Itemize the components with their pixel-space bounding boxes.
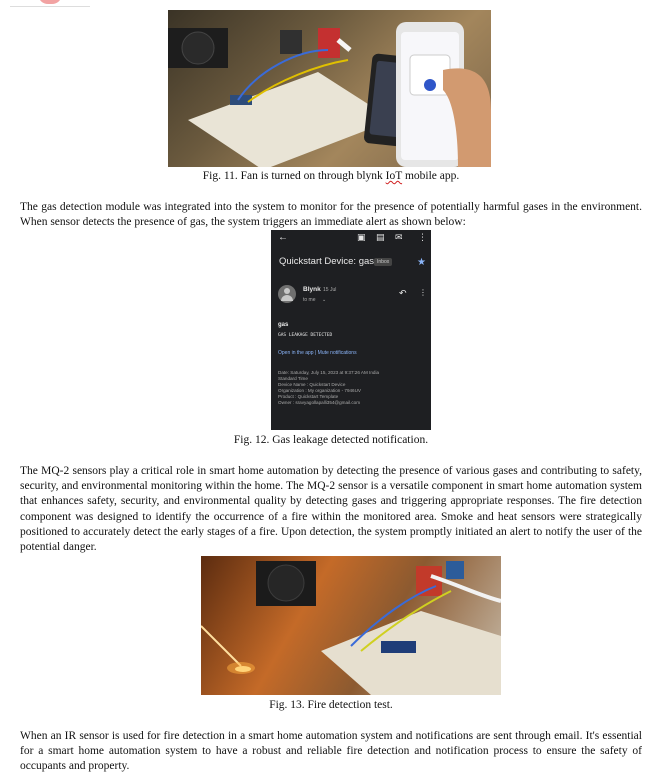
star-icon[interactable]: ★	[417, 257, 426, 268]
detail-date: Date: Saturday, July 15, 2023 at 9:37:26 AM India	[278, 370, 380, 375]
sender-name: Blynk	[303, 286, 321, 293]
detail-org: Organization : My organization - 7946UV	[278, 388, 361, 393]
email-screenshot	[271, 230, 431, 430]
inbox-badge: Inbox	[374, 258, 392, 266]
message-heading: gas	[278, 322, 289, 328]
archive-icon[interactable]: ▣	[357, 232, 366, 242]
message-body: GAS LEAKAGE DETECTED	[278, 333, 333, 338]
message-more-icon[interactable]: ⋮	[419, 288, 427, 297]
reply-icon[interactable]: ↶	[399, 288, 407, 298]
back-arrow-icon[interactable]: ←	[278, 232, 288, 243]
more-icon[interactable]: ⋮	[418, 232, 427, 242]
fig13-caption: Fig. 13. Fire detection test.	[269, 699, 393, 711]
mail-icon[interactable]: ✉	[395, 232, 403, 242]
detail-block	[278, 370, 379, 406]
chevron-down-icon[interactable]: ⌄	[322, 297, 327, 303]
delete-icon[interactable]: ▤	[376, 232, 385, 242]
fig12-caption: Fig. 12. Gas leakage detected notification.	[233, 434, 429, 446]
app-links[interactable]: Open in the app | Mute notifications	[278, 350, 357, 356]
fig11-caption: Fig. 11. Fan is turned on through blynk IoT mobile app.	[202, 170, 460, 182]
sender-date: 15 Jul	[323, 287, 337, 293]
paragraph-mq2-fire: The MQ-2 sensors play a critical role in smart home automation by detecting the presence of various gases and contributing to safety, security, and environmental monitoring within the home. The MQ-2 sensor is a versatile component in smart home automation system that enhances safety, security, and environmental quality by detecting gases and triggering appropriate responses. The fire detection component was designed to identify the occurrence of a fire within the monitored area. Smoke and heat sensors were strategically positioned to accurately detect the early stages of a fire. Upon detection, the system promptly initiated an alert to notify the user of the potential danger.	[20, 465, 642, 554]
detail-owner: Owner : sravyagollapalli354@gmail.com	[278, 400, 361, 405]
top-logo-fragment	[10, 0, 90, 7]
email-subject: Quickstart Device: gas	[279, 256, 375, 267]
detail-product: Product : Quickstart Template	[278, 394, 339, 399]
recipient[interactable]: to me	[303, 297, 316, 303]
avatar	[278, 285, 296, 303]
detail-date-cont: Standard Time	[278, 376, 308, 381]
fig13-photo	[201, 556, 501, 695]
detail-device: Device Name : Quickstart Device	[278, 382, 346, 387]
paragraph-gas-detection: The gas detection module was integrated into the system to monitor for the presence of potentially harmful gases in the environment. When sensor detects the presence of gas, the system triggers an immediate alert as shown below:	[20, 201, 642, 229]
paragraph-ir-sensor: When an IR sensor is used for fire detection in a smart home automation system and notifications are sent through email. It's essential for a smart home automation system to have a robust and reliable fire detection and notification process to ensure the safety of occupants and property.	[20, 730, 642, 773]
fig11-photo	[168, 10, 491, 167]
